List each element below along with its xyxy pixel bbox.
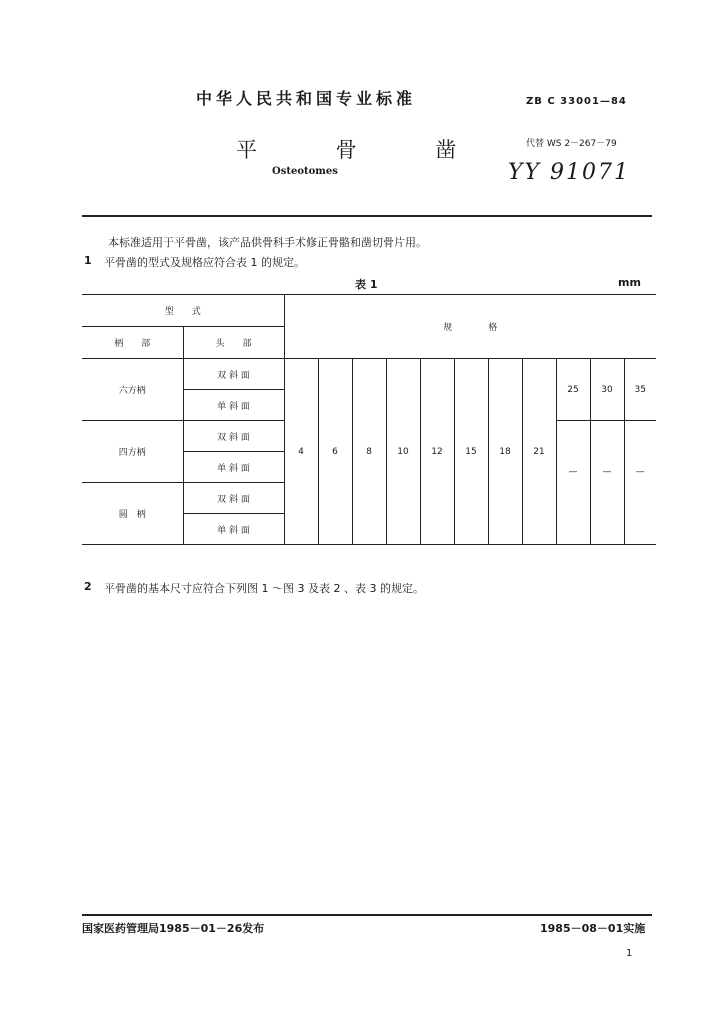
- size-cell: 15: [454, 359, 488, 545]
- dash-mark: —: [568, 467, 578, 477]
- size-cell-hex: 35: [624, 359, 656, 421]
- handle-hex: 六方柄: [82, 359, 183, 421]
- handle-square: 四方柄: [82, 421, 183, 483]
- replaces-note: 代替 WS 2－267－79: [526, 139, 617, 149]
- head-single-bevel: 单 斜 面: [183, 514, 284, 545]
- head-header: 头 部: [183, 327, 284, 359]
- handle-header: 柄 部: [82, 327, 183, 359]
- size-cell-hex: 25: [556, 359, 590, 421]
- head-double-bevel: 双 斜 面: [183, 421, 284, 452]
- document-title: 平 骨 凿: [236, 138, 493, 162]
- clause-1-number: 1: [84, 254, 92, 267]
- size-cell: 12: [420, 359, 454, 545]
- issue-date: 国家医药管理局1985－01－26发布: [82, 922, 265, 935]
- round-mark-cell: [556, 421, 590, 545]
- intro-paragraph: 本标准适用于平骨凿，该产品供骨科手术修正骨骼和凿切骨片用。: [108, 236, 427, 249]
- handwritten-number: YY 91071: [508, 160, 631, 185]
- head-single-bevel: 单 斜 面: [183, 390, 284, 421]
- standard-number: ZB C 33001—84: [526, 96, 627, 107]
- handle-round: 圆 柄: [82, 483, 183, 545]
- effective-date: 1985－08－01实施: [540, 922, 646, 935]
- size-cell-hex: 30: [590, 359, 624, 421]
- size-cell: 21: [522, 359, 556, 545]
- table-unit: mm: [618, 276, 641, 289]
- page-number: 1: [626, 948, 633, 959]
- type-header: 型 式: [82, 295, 284, 327]
- head-double-bevel: 双 斜 面: [183, 359, 284, 390]
- size-cell: 8: [352, 359, 386, 545]
- spec-table: [82, 294, 656, 545]
- clause-1-text: 平骨凿的型式及规格应符合表 1 的规定。: [104, 256, 305, 269]
- size-cell: 6: [318, 359, 352, 545]
- organization-title: 中华人民共和国专业标准: [196, 89, 417, 108]
- document-subtitle: Osteotomes: [272, 166, 338, 177]
- footer-divider: [82, 914, 652, 916]
- size-cell: 18: [488, 359, 522, 545]
- size-cell: 4: [284, 359, 318, 545]
- head-single-bevel: 单 斜 面: [183, 452, 284, 483]
- dash-mark: —: [635, 467, 645, 477]
- round-mark-cell: [624, 421, 656, 545]
- header-divider: [82, 215, 652, 217]
- size-cell: 10: [386, 359, 420, 545]
- head-double-bevel: 双 斜 面: [183, 483, 284, 514]
- table-caption: 表 1: [355, 278, 378, 291]
- spec-header: 规 格: [284, 295, 656, 359]
- clause-2-text: 平骨凿的基本尺寸应符合下列图 1 ～图 3 及表 2 、表 3 的规定。: [104, 582, 424, 595]
- clause-2-number: 2: [84, 580, 92, 593]
- round-mark-cell: [590, 421, 624, 545]
- dash-mark: —: [602, 467, 612, 477]
